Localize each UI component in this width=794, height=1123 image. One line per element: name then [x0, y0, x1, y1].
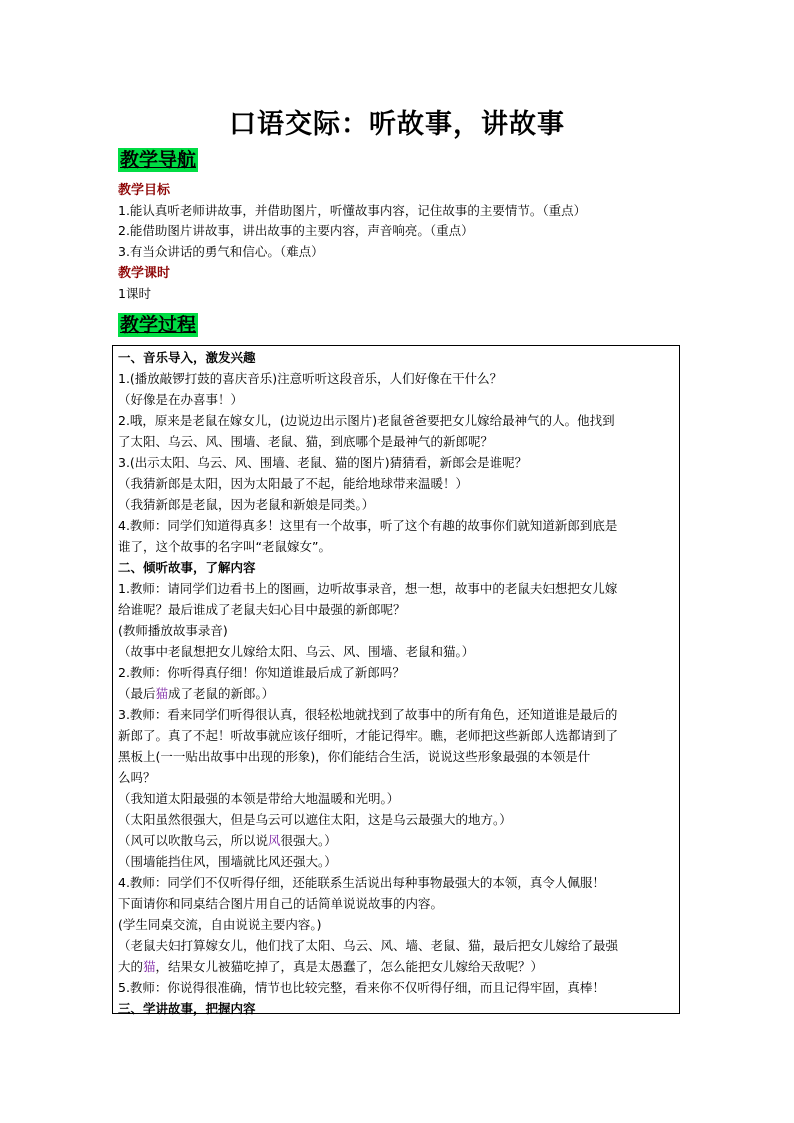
- process-line: [118, 914, 322, 935]
- line-text: （我知道太阳最强的本领是带给大地温暖和光明。）: [118, 791, 400, 806]
- process-line: [118, 389, 243, 410]
- process-line: [118, 578, 617, 599]
- process-line: [118, 431, 493, 452]
- line-text: 4.教师：同学们不仅听得仔细，还能联系生活说出每种事物最强大的本领，真令人佩服！: [118, 875, 605, 890]
- process-line: [118, 725, 618, 746]
- process-line: [118, 620, 228, 641]
- highlight-text: 猫: [143, 959, 156, 974]
- goal-item: 3.有当众讲话的勇气和信心。（难点）: [118, 244, 324, 259]
- line-text: 2.教师：你听得真仔细！你知道谁最后成了新郎吗？: [118, 665, 405, 680]
- line-text: 么吗？: [118, 770, 156, 785]
- page-title: 口语交际：听故事，讲故事: [229, 109, 565, 140]
- line-text: （好像是在办喜事！）: [118, 392, 244, 407]
- process-line: [118, 977, 605, 998]
- line-text: （围墙能挡住风，围墙就比风还强大。）: [118, 854, 337, 869]
- process-section-title: [118, 998, 256, 1019]
- line-text: 2.哦，原来是老鼠在嫁女儿，(边说边出示图片)老鼠爸爸要把女儿嫁给最神气的人。他找到: [118, 413, 615, 428]
- goal-item: 2.能借助图片讲故事，讲出故事的主要内容，声音响亮。（重点）: [118, 223, 474, 238]
- process-line: [118, 452, 527, 473]
- process-line: [118, 515, 617, 536]
- highlight-text: 风: [268, 833, 281, 848]
- line-text: 了太阳、乌云、风、围墙、老鼠、猫，到底哪个是最神气的新郎呢？: [118, 434, 494, 449]
- process-line: [118, 662, 405, 683]
- process-line: [118, 410, 615, 431]
- line-text-after: 成了老鼠的新郎。）: [168, 686, 275, 701]
- line-text: 一、音乐导入，激发兴趣: [118, 350, 256, 365]
- process-line: [118, 368, 502, 389]
- process-line: [118, 746, 590, 767]
- process-line: [118, 809, 512, 830]
- line-text: （我猜新郎是太阳，因为太阳最了不起，能给地球带来温暖！）: [118, 476, 469, 491]
- process-line: [118, 494, 374, 515]
- nav-section-heading: 教学导航: [120, 149, 197, 171]
- line-text: 大的: [118, 959, 144, 974]
- line-text: 下面请你和同桌结合图片用自己的话简单说说故事的内容。: [118, 896, 444, 911]
- process-section-heading: 教学过程: [120, 314, 197, 336]
- line-text: (教师播放故事录音): [118, 623, 228, 638]
- goal-item: 1.能认真听老师讲故事，并借助图片，听懂故事内容，记住故事的主要情节。（重点）: [118, 203, 587, 218]
- line-text: (学生同桌交流，自由说说主要内容。): [118, 917, 322, 932]
- line-text: 二、倾听故事，了解内容: [118, 560, 256, 575]
- line-text: （我猜新郎是老鼠，因为老鼠和新娘是同类。）: [118, 497, 375, 512]
- highlight-text: 猫: [155, 686, 169, 701]
- line-text: 黑板上(一一贴出故事中出现的形象)，你们能结合生活，说说这些形象最强的本领是什: [118, 749, 591, 764]
- line-text-after: 很强大。）: [280, 833, 337, 848]
- process-line: [118, 767, 156, 788]
- process-line: [118, 893, 443, 914]
- goals-heading: 教学目标: [118, 183, 171, 198]
- line-text: 1.(播放敲锣打鼓的喜庆音乐)注意听听这段音乐，人们好像在干什么？: [118, 371, 503, 386]
- line-text: 1.教师：请同学们边看书上的图画，边听故事录音，想一想，故事中的老鼠夫妇想把女儿嫁: [118, 581, 618, 596]
- line-text: 新郎了。真了不起！听故事就应该仔细听，才能记得牢。瞧，老师把这些新郎人选都请到了: [118, 728, 619, 743]
- line-text: 谁了，这个故事的名字叫“老鼠嫁女”。: [118, 539, 331, 554]
- process-line: [118, 935, 618, 956]
- line-text: 给谁呢？最后谁成了老鼠夫妇心目中最强的新郎呢？: [118, 602, 406, 617]
- process-line: [118, 830, 337, 851]
- line-text: 三、学讲故事，把握内容: [118, 1001, 256, 1016]
- line-text: （最后: [118, 686, 156, 701]
- process-line: [118, 683, 274, 704]
- process-line: [118, 956, 543, 977]
- line-text: 3.教师：看来同学们听得很认真，很轻松地就找到了故事中的所有角色，还知道谁是最后的: [118, 707, 618, 722]
- process-section-title: [118, 557, 256, 578]
- process-line: [118, 599, 406, 620]
- process-line: [118, 473, 468, 494]
- process-line: [118, 641, 474, 662]
- process-line: [118, 851, 337, 872]
- line-text: （故事中老鼠想把女儿嫁给太阳、乌云、风、围墙、老鼠和猫。）: [118, 644, 475, 659]
- line-text: （老鼠夫妇打算嫁女儿，他们找了太阳、乌云、风、墙、老鼠、猫，最后把女儿嫁给了最强: [118, 938, 619, 953]
- process-line: [118, 536, 331, 557]
- line-text: 4.教师：同学们知道得真多！这里有一个故事，听了这个有趣的故事你们就知道新郎到底是: [118, 518, 618, 533]
- process-line: [118, 872, 605, 893]
- line-text: （太阳虽然很强大，但是乌云可以遮住太阳，这是乌云最强大的地方。）: [118, 812, 512, 827]
- hours-heading: 教学课时: [118, 266, 171, 281]
- hours-value: 1课时: [118, 286, 151, 301]
- process-line: [118, 788, 399, 809]
- line-text: 3.(出示太阳、乌云、风、围墙、老鼠、猫的图片)猜猜看，新郎会是谁呢？: [118, 455, 528, 470]
- line-text: （风可以吹散乌云，所以说: [118, 833, 269, 848]
- process-line: [118, 704, 617, 725]
- process-section-title: [118, 347, 256, 368]
- line-text-after: ，结果女儿被猫吃掉了，真是太愚蠢了，怎么能把女儿嫁给天敌呢？）: [155, 959, 544, 974]
- line-text: 5.教师：你说得很准确，情节也比较完整，看来你不仅听得仔细，而且记得牢固，真棒！: [118, 980, 605, 995]
